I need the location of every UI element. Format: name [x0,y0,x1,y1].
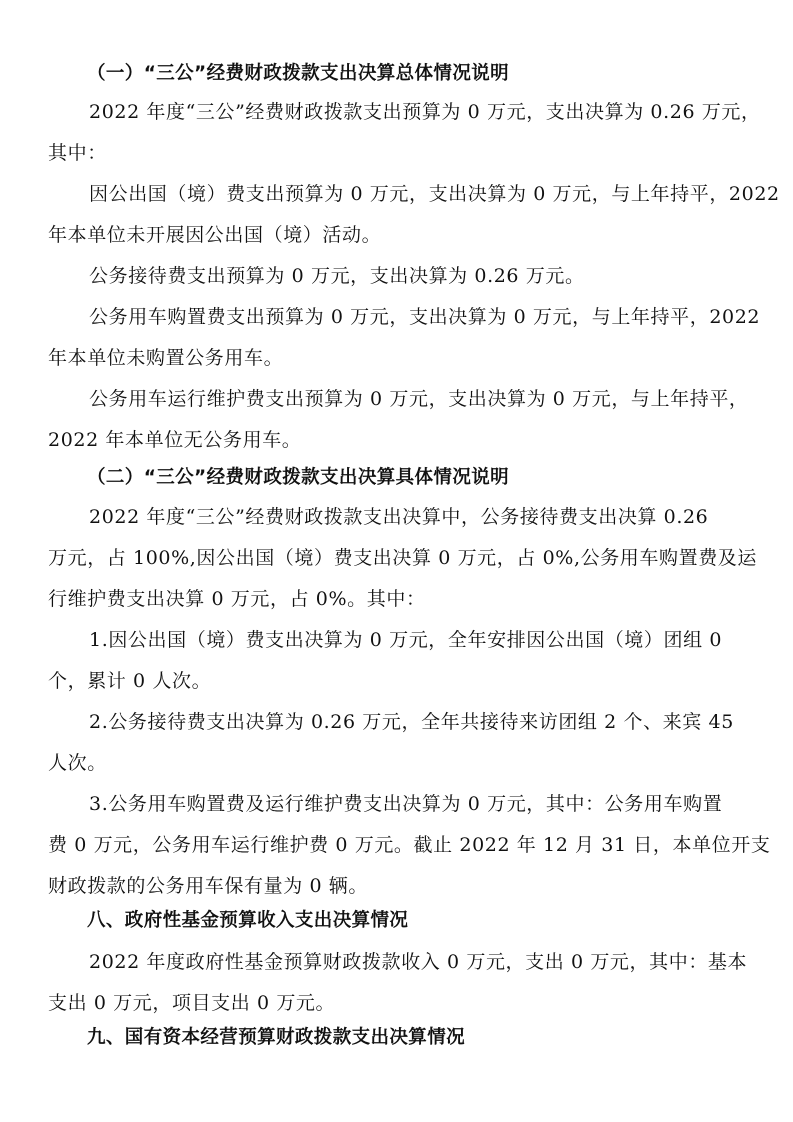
paragraph-line: 2022 年度“三公”经费财政拨款支出预算为 0 万元，支出决算为 0.26 万元， [89,101,761,123]
paragraph-line: 万元，占 100%,因公出国（境）费支出决算 0 万元，占 0%,公务用车购置费及运 [48,547,757,569]
paragraph-line: 年本单位未开展因公出国（境）活动。 [48,224,382,246]
paragraph-line: 公务用车购置费支出预算为 0 万元，支出决算为 0 万元，与上年持平，2022 [89,306,761,328]
paragraph-line: 行维护费支出决算 0 万元，占 0%。其中： [48,588,426,610]
paragraph-line: 公务接待费支出预算为 0 万元，支出决算为 0.26 万元。 [89,265,585,287]
paragraph-line: 2.公务接待费支出决算为 0.26 万元，全年共接待来访团组 2 个、来宾 45 [89,711,734,733]
paragraph-line: 个，累计 0 人次。 [48,670,212,692]
section-heading-2: （二）“三公”经费财政拨款支出决算具体情况说明 [87,467,510,488]
paragraph-line: 因公出国（境）费支出预算为 0 万元，支出决算为 0 万元，与上年持平，2022 [89,183,780,205]
paragraph-line: 年本单位未购置公务用车。 [48,347,284,369]
paragraph-line: 2022 年度“三公”经费财政拨款支出决算中，公务接待费支出决算 0.26 [89,506,709,528]
paragraph-line: 其中： [48,142,107,164]
section-heading-9: 九、国有资本经营预算财政拨款支出决算情况 [87,1027,466,1048]
section-heading-8: 八、政府性基金预算收入支出决算情况 [87,910,409,931]
paragraph-line: 公务用车运行维护费支出预算为 0 万元，支出决算为 0 万元，与上年持平， [89,388,749,410]
paragraph-line: 3.公务用车购置费及运行维护费支出决算为 0 万元，其中：公务用车购置 [89,793,723,815]
paragraph-line: 人次。 [48,752,107,774]
paragraph-line: 2022 年本单位无公务用车。 [48,429,302,451]
section-heading-1: （一）“三公”经费财政拨款支出决算总体情况说明 [87,63,510,84]
paragraph-line: 支出 0 万元，项目支出 0 万元。 [48,992,336,1014]
paragraph-line: 1.因公出国（境）费支出决算为 0 万元，全年安排因公出国（境）团组 0 [89,629,723,651]
paragraph-line: 费 0 万元，公务用车运行维护费 0 万元。截止 2022 年 12 月 31 日，本单位开支 [48,834,771,856]
paragraph-line: 2022 年度政府性基金预算财政拨款收入 0 万元，支出 0 万元，其中：基本 [89,951,748,973]
paragraph-line: 财政拨款的公务用车保有量为 0 辆。 [48,875,368,897]
